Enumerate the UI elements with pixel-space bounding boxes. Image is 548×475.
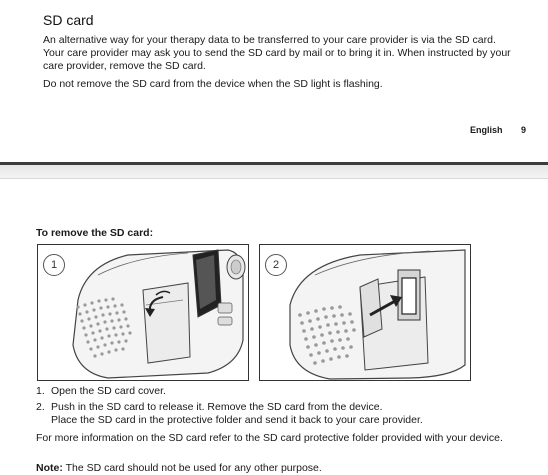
section-title: SD card: [43, 12, 94, 28]
figure-remove-card: [259, 244, 471, 381]
step-line: Place the SD card in the protective folder and send it back to your care provider.: [51, 414, 423, 426]
step-num: 2.: [36, 401, 45, 413]
step-line: Push in the SD card to release it. Remove the SD card from the device.: [51, 401, 383, 413]
device-illustration-1: [38, 245, 248, 380]
step-line: Open the SD card cover.: [51, 385, 166, 397]
device-illustration-2: [260, 245, 470, 380]
footer-language: English: [470, 125, 503, 135]
instructions-heading: To remove the SD card:: [36, 227, 154, 239]
warning-paragraph: Do not remove the SD card from the device when the SD light is flashing.: [43, 78, 383, 90]
list-item: [36, 385, 506, 398]
list-item: [36, 401, 506, 427]
steps-list: [36, 385, 506, 430]
note-text: The SD card should not be used for any other purpose.: [62, 462, 322, 474]
figure-open-cover: [37, 244, 249, 381]
step-num: 1.: [36, 385, 45, 397]
step-text: [51, 401, 423, 427]
step-number-1: 1: [43, 254, 65, 276]
intro-paragraph: An alternative way for your therapy data to be transferred to your care provider is via the SD card. Your care provider may ask you to send the SD card by mail or to bring it in. When instructed by your care provider, remove the SD card.: [43, 34, 511, 72]
more-info-paragraph: For more information on the SD card refer to the SD card protective folder provided with your device.: [36, 432, 503, 444]
clipped-previous-text: [40, 0, 500, 2]
note-paragraph: [36, 462, 506, 475]
step-number-2: 2: [265, 254, 287, 276]
step-text: [51, 385, 166, 398]
page-break-divider: [0, 162, 548, 179]
footer-page-number: 9: [521, 125, 527, 135]
note-label: Note:: [36, 462, 63, 474]
